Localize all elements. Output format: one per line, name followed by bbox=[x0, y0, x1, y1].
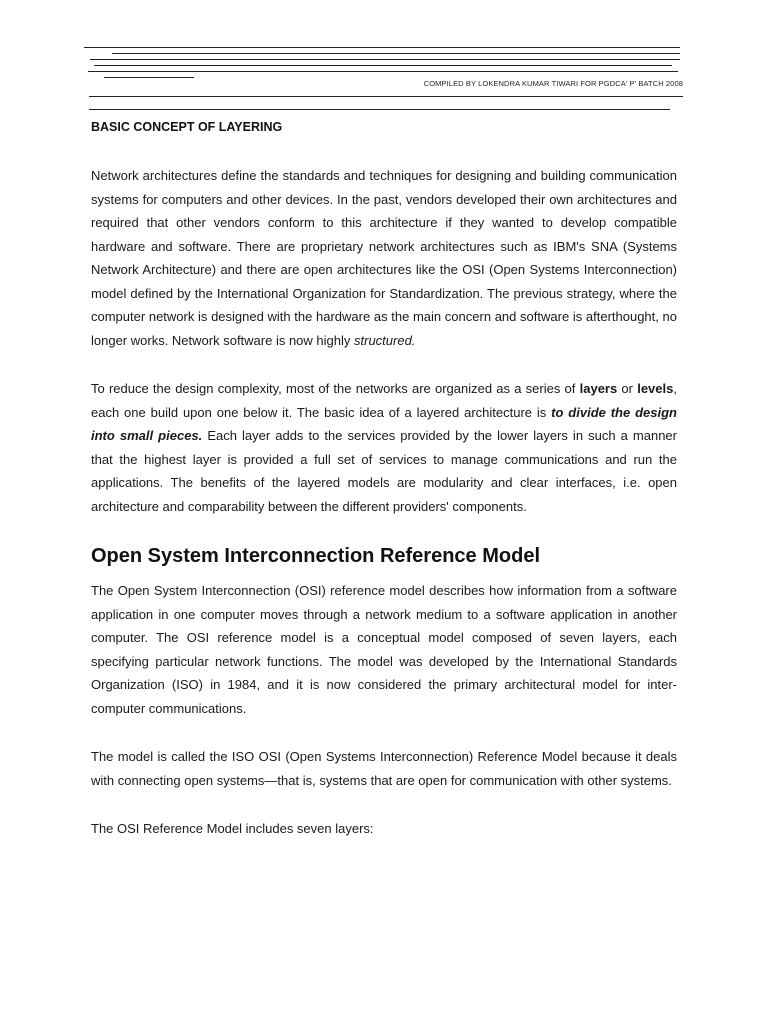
paragraph-iso-osi-name: The model is called the ISO OSI (Open Systems Interconnection) Reference Model because it deals with connecting open systems—that is, systems that are open for communication with other systems. bbox=[91, 749, 677, 788]
paragraph-network-architectures: Network architectures define the standards and techniques for designing and building communication systems for computers and other devices. In the past, vendors developed their own architectures and required that other vendors conform to this architecture if they wanted to develop compatible hardware and software. There are proprietary network architectures such as IBM's SNA (Systems Network Architecture) and there are open architectures like the OSI (Open Systems Interconnection) model defined by the International Organization for Standardization. The previous strategy, where the computer network is designed with the hardware as the main concern and software is afterthought, no longer works. Network software is now highly structured. bbox=[91, 168, 677, 348]
paragraph-design-complexity: To reduce the design complexity, most of the networks are organized as a series of layers or levels, each one build upon one below it. The basic idea of a layered architecture is to divide the design into small pieces. Each layer adds to the services provided by the lower layers in such a manner that the highest layer is provided a full set of services to manage communications and run the applications. The benefits of the layered models are modularity and clear interfaces, i.e. open architecture and comparability between the different providers' components. bbox=[91, 381, 677, 514]
bold-italic-divide-design: to divide the design into small pieces. bbox=[91, 404, 677, 443]
bold-layers: layers bbox=[579, 381, 618, 396]
header-rule bbox=[104, 77, 194, 78]
header-divider bbox=[89, 96, 683, 97]
paragraph-seven-layers: The OSI Reference Model includes seven layers: bbox=[91, 821, 374, 836]
compiled-by-note: COMPILED BY LOKENDRA KUMAR TIWARI FOR PGDCA' P' BATCH 2008 bbox=[423, 79, 683, 88]
italic-structured: structured. bbox=[354, 332, 416, 348]
bold-levels: levels bbox=[637, 381, 674, 396]
header-rule bbox=[84, 47, 680, 48]
document-body bbox=[91, 120, 677, 841]
header-rule bbox=[88, 71, 678, 72]
header-rule bbox=[90, 59, 680, 60]
paragraph-osi-description: The Open System Interconnection (OSI) reference model describes how information from a software application in one computer moves through a network medium to a software application in another computer. The OSI reference model is a conceptual model composed of seven layers, each specifying particular network functions. The model was developed by the International Standards Organization (ISO) in 1984, and it is now considered the primary architectural model for inter-computer communications. bbox=[91, 583, 677, 716]
section-heading-osi: Open System Interconnection Reference Model bbox=[91, 545, 540, 567]
header-rule bbox=[94, 65, 672, 66]
section-heading-layering: BASIC CONCEPT OF LAYERING bbox=[91, 120, 283, 134]
header-rule bbox=[112, 53, 680, 54]
header-divider bbox=[89, 109, 670, 110]
